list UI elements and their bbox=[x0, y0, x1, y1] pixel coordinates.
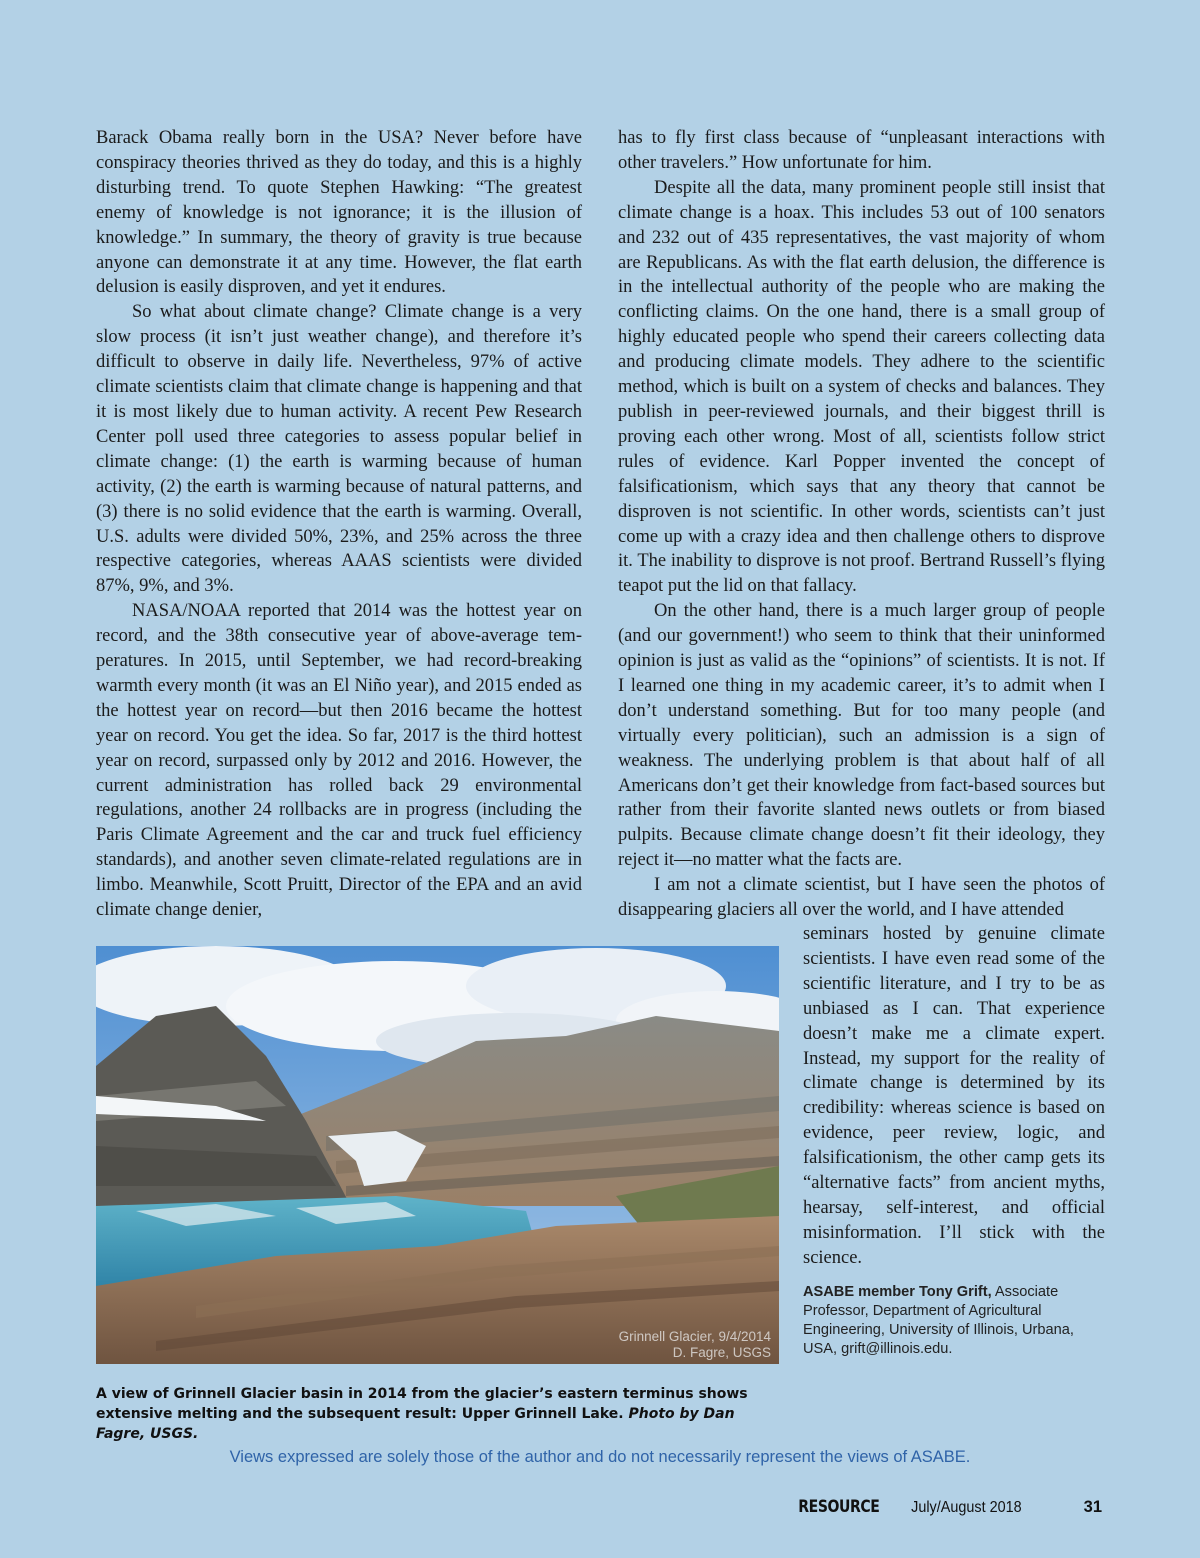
paragraph: has to fly first class because of “unpleasant interactions with other travelers.” How unfortunate for him. bbox=[618, 128, 1105, 173]
caption-text: A view of Grinnell Glacier basin in 2014 from the glacier’s eastern terminus shows extensive melting and the subsequent result: Upper Grinnell Lake. bbox=[96, 1386, 748, 1422]
disclaimer: Views expressed are solely those of the author and do not necessarily represent the views of ASABE. bbox=[229, 1448, 971, 1466]
photo-credit-watermark: Grinnell Glacier, 9/4/2014 D. Fagre, USGS bbox=[618, 1329, 771, 1360]
article-right-lower-column bbox=[803, 922, 1105, 1359]
page-number: 31 bbox=[1083, 1498, 1102, 1516]
caption-credit: Photo by Dan Fagre, USGS. bbox=[96, 1406, 735, 1442]
issue-date: July/August 2018 bbox=[911, 1499, 1022, 1516]
author-bio bbox=[803, 1283, 1105, 1359]
glacier-photo bbox=[96, 946, 779, 1364]
paragraph: Barack Obama really born in the USA? Never before have conspiracy theories thrived as they do today, and this is a highly disturbing trend. To quote Stephen Hawking: “The greatest enemy of knowledge is not ignorance; it is the illusion of knowledge.” In summary, the theory of gravity is true because anyone can demonstrate it at any time. However, the flat earth delusion is easily disproven, and yet it endures. bbox=[96, 128, 582, 298]
paragraph: seminars hosted by genuine climate scientists. I have even read some of the scientific literature, and I try to be as unbiased as I can. That experience doesn’t make me a climate expert. Instead, my support for the reality of climate change is determined by its credibility: whereas science is based on evidence, peer review, logic, and falsificationism, the other camp gets its “alternative facts” from ancient myths, hearsay, self-interest, and official misinformation. I’ll stick with the science. bbox=[803, 924, 1105, 1268]
article-left-column bbox=[96, 126, 582, 923]
paragraph: So what about climate change? Climate change is a very slow process (it isn’t just weather change), and therefore it’s difficult to observe in daily life. Nevertheless, 97% of active climate scientists claim that climate change is happening and that it is most likely due to human activity. A recent Pew Research Center poll used three categories to assess popular belief in climate change: (1) the earth is warming because of human activity, (2) the earth is warming because of natural patterns, and (3) there is no solid evidence that the earth is warming. Overall, U.S. adults were divided 50%, 23%, and 25% across the three respective categories, whereas AAAS scientists were divided 87%, 9%, and 3%. bbox=[96, 302, 582, 597]
author-name: ASABE member Tony Grift, bbox=[803, 1283, 992, 1300]
author-affiliation: Associate Professor, Department of Agricultural Engineering, University of Illinois, Urbana, USA, grift@illinois.edu. bbox=[803, 1283, 1074, 1357]
paragraph: Despite all the data, many prominent people still insist that climate change is a hoax. This includes 53 out of 100 senators and 232 out of 435 representatives, the vast majority of whom are Republicans. As with the flat earth delusion, the difference is in the intellectual authority of the people who are making the conflicting claims. On the one hand, there is a small group of highly educated people who spend their careers collecting data and producing climate models. They adhere to the scientific method, which is built on a system of checks and balances. They publish in peer-reviewed journals, and their biggest thrill is proving each other wrong. Most of all, scientists follow strict rules of evidence. Karl Popper invented the concept of falsificationism, which says that any theory that cannot be disproven is not scientific. In other words, scientists can’t just come up with a crazy idea and then challenge others to disprove it. The inability to disprove is not proof. Bertrand Russell’s flying teapot put the lid on that fallacy. bbox=[618, 177, 1105, 597]
article-right-column bbox=[618, 126, 1105, 923]
paragraph: I am not a climate scientist, but I have seen the photos of disappearing glaciers all over the world, and I have attended bbox=[618, 875, 1105, 921]
paragraph: NASA/NOAA reported that 2014 was the hottest year on record, and the 38th consecutive year of above-average temperatures. In 2015, until September, we had record-breaking warmth every month (it was an El Niño year), and 2015 ended as the hottest year on record—but then 2016 became the hottest year on record. You get the idea. So far, 2017 is the third hottest year on record, surpassed only by 2012 and 2016. However, the current administration has rolled back 29 environmental regulations, another 24 rollbacks are in progress (including the Paris Climate Agreement and the car and truck fuel efficiency standards), and another seven climate-related regulations are in limbo. Meanwhile, Scott Pruitt, Director of the EPA and an avid climate change denier, bbox=[96, 601, 582, 921]
photo-caption bbox=[96, 1384, 786, 1444]
magazine-name: RESOURCE bbox=[797, 1497, 879, 1516]
paragraph: On the other hand, there is a much larger group of people (and our government!) who seem to think that their uninformed opinion is just as valid as the “opinions” of scientists. It is not. If I learned one thing in my academic career, it’s to admit when I don’t understand something. But for too many people (and virtually every politician), such an admission is a sign of weakness. The underlying problem is that about half of all Americans don’t get their knowledge from fact-based sources but rather from their favorite slanted news outlets or from biased pulpits. Because climate change doesn’t fit their ideology, they reject it—no matter what the facts are. bbox=[618, 601, 1105, 871]
page-footer bbox=[784, 1497, 1102, 1517]
